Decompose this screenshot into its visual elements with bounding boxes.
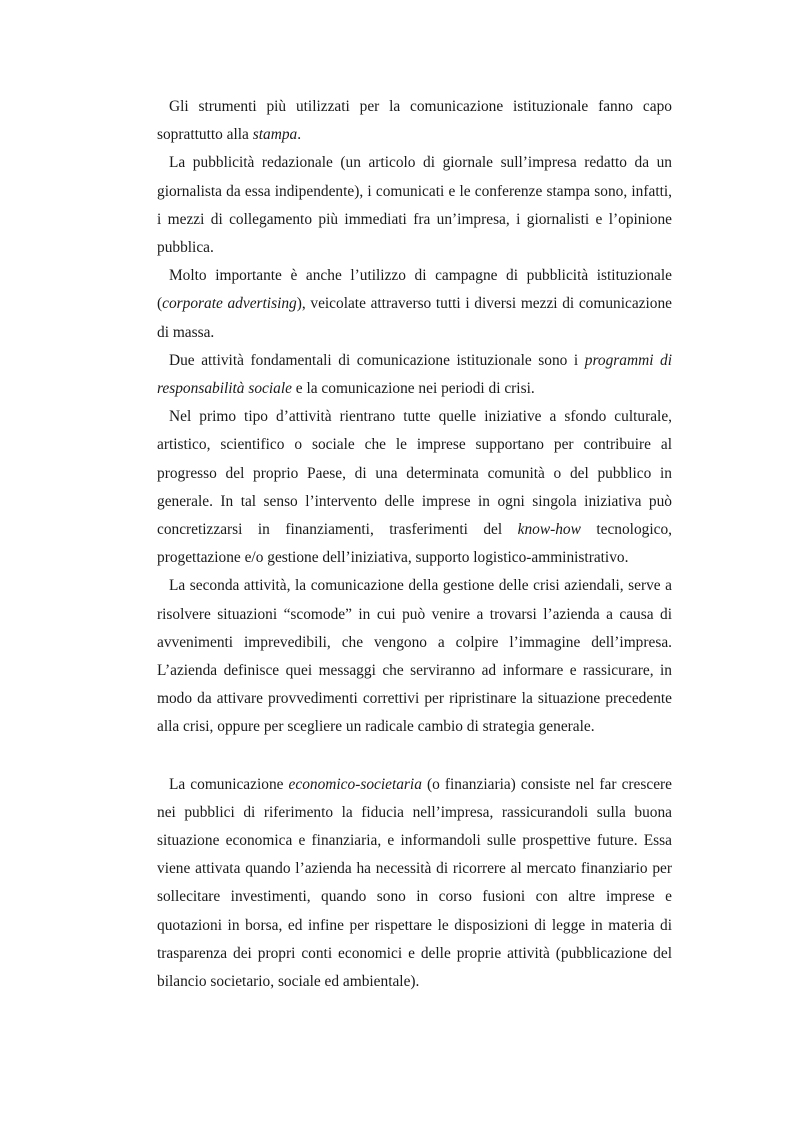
text-segment-italic: know-how	[517, 521, 581, 539]
text-segment: La pubblicità redazionale (un articolo di giornale sull’impresa redatto da un giornalista da essa indipendente), i comunicati e le conferenze stampa sono, infatti, i mezzi di collegamento più immediati fra un’impresa, i giornalisti e l’opinione pubblica.	[157, 154, 672, 257]
text-segment-italic: corporate advertising	[162, 295, 297, 313]
text-segment: La seconda attività, la comunicazione della gestione delle crisi aziendali, serve a risolvere situazioni “scomode” in cui può venire a trovarsi l’azienda a causa di avvenimenti imprevedibili, che vengono a colpire l’immagine dell’impresa. L’azienda definisce quei messaggi che serviranno ad informare e rassicurare, in modo da attivare provvedimenti correttivi per ripristinare la situazione precedente alla crisi, oppure per scegliere un radicale cambio di strategia generale.	[157, 577, 672, 736]
paragraph-gap	[157, 742, 672, 771]
text-segment: La comunicazione	[169, 775, 289, 793]
paragraph-social-responsibility	[157, 403, 672, 572]
text-segment: Nel primo tipo d’attività rientrano tutte quelle iniziative a sfondo culturale, artistico, scientifico o sociale che le imprese supportano per contribuire al progresso del proprio Paese, di una determinata comunità o del pubblico in generale. In tal senso l’intervento delle imprese in ogni singola iniziativa può concretizzarsi in finanziamenti, trasferimenti del	[157, 408, 672, 539]
paragraph-institutional-campaigns	[157, 262, 672, 347]
paragraph-editorial-advertising	[157, 149, 672, 262]
document-body	[157, 93, 672, 996]
text-segment: Molto importante è anche l’utilizzo di campagne di pubblicità istituzionale (	[157, 267, 672, 313]
text-segment: tecnologico, progettazione e/o gestione dell’iniziativa, supporto logistico-amministrativo.	[157, 521, 672, 567]
paragraph-crisis-communication	[157, 572, 672, 741]
text-segment-italic: programmi di responsabilità sociale	[157, 351, 673, 398]
paragraph-two-activities	[157, 347, 672, 403]
text-segment: Due attività fondamentali di comunicazione istituzionale sono i	[169, 351, 585, 369]
text-segment: Gli strumenti più utilizzati per la comunicazione istituzionale fanno capo soprattutto alla	[157, 98, 672, 144]
paragraph-financial-communication	[157, 771, 672, 997]
text-segment: (o finanziaria) consiste nel far crescere nei pubblici di riferimento la fiducia nell’impresa, rassicurandoli sulla buona situazione economica e finanziaria, e informandoli sulle prospettive future. Essa viene attivata quando l’azienda ha necessità di ricorrere al mercato finanziario per sollecitare investimenti, quando sono in corso fusioni con altre imprese e quotazioni in borsa, ed infine per rispettare le disposizioni di legge in materia di trasparenza dei propri conti economici e delle proprie attività (pubblicazione del bilancio societario, sociale ed ambientale).	[157, 775, 672, 991]
paragraph-press-tools	[157, 93, 672, 149]
text-segment-italic: economico-societaria	[288, 775, 422, 793]
text-segment: .	[297, 126, 302, 144]
text-segment: ), veicolate attraverso tutti i diversi mezzi di comunicazione di massa.	[157, 295, 672, 341]
text-segment-italic: stampa	[252, 126, 298, 144]
text-segment: e la comunicazione nei periodi di crisi.	[291, 380, 535, 398]
